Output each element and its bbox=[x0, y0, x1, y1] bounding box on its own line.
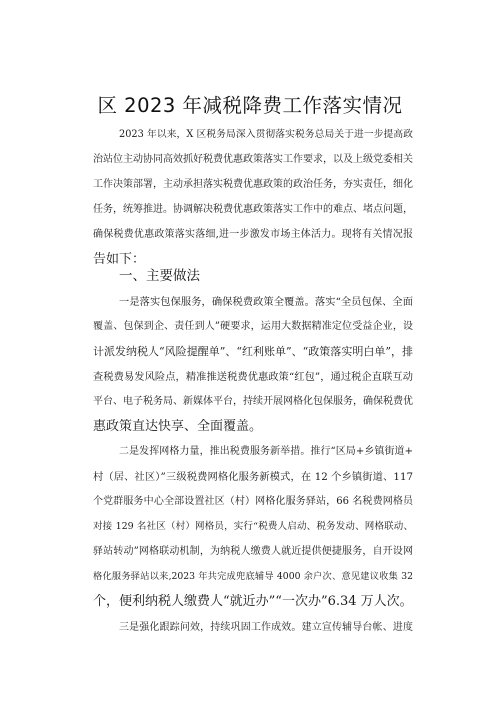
intro-line: 任务，统筹推进。协调解决税费优惠政策落实工作中的难点、堵点问题， bbox=[93, 204, 413, 215]
intro-line: 工作决策部署，主动承担落实税费优惠政策的政治任务，夯实责任，细化 bbox=[93, 179, 413, 190]
paragraph-line: 对接 129 名社区（村）网格员，实行“税费人启动、税务发动、网格联动、 bbox=[93, 521, 413, 532]
paragraph-line: 平台、电子税务局、新媒体平台，持续开展网格化包保服务，确保税费优 bbox=[93, 396, 413, 407]
intro-line: 2023 年以来，X 区税务局深入贯彻落实税务总局关于进一步提高政 bbox=[119, 129, 413, 140]
paragraph-line: 三是强化跟踪问效，持续巩固工作成效。建立宣传辅导台帐、进度 bbox=[119, 622, 413, 633]
paragraph-line: 个，便利纳税人缴费人“就近办”“一次办”6.34 万人次。 bbox=[93, 594, 413, 609]
section-heading: 一、主要做法 bbox=[119, 268, 200, 284]
paragraph-line: 计派发纳税人“风险提醒单”、“红利账单”、“政策落实明白单”，排 bbox=[93, 345, 413, 358]
paragraph-line: 查税费易发风险点，精准推送税费优惠政策“红包”，通过税企直联互动 bbox=[93, 371, 413, 383]
paragraph-line: 一是落实包保服务，确保税费政策全覆盖。落实“全员包保、全面 bbox=[119, 296, 413, 308]
document-title: 区 2023 年减税降费工作落实情况 bbox=[97, 94, 403, 117]
paragraph-line: 村（居、社区）”三级税费网格化服务新模式，在 12 个乡镇街道、117 bbox=[93, 471, 413, 483]
paragraph-line: 覆盖、包保到企、责任到人”硬要求，运用大数据精准定位受益企业，设 bbox=[93, 321, 413, 332]
paragraph-line: 二是发挥网格力量，推出税费服务新举措。推行“区局+乡镇街道+ bbox=[119, 446, 413, 457]
intro-line: 告如下： bbox=[93, 252, 146, 267]
paragraph-line: 个党群服务中心全部设置社区（村）网格化服务驿站，66 名税费网格员 bbox=[93, 496, 413, 507]
intro-line: 治站位主动协同高效抓好税费优惠政策落实工作要求，以及上级党委相关 bbox=[93, 154, 413, 165]
paragraph-line: 格化服务驿站以来,2023 年共完成兜底辅导 4000 余户次、意见建议收集 32 bbox=[93, 571, 413, 582]
intro-line: 确保税费优惠政策落实落细,进一步激发市场主体活力。现将有关情况报 bbox=[93, 229, 413, 240]
paragraph-line: 驿站转动”网格联动机制，为纳税人缴费人就近提供便捷服务，自开设网 bbox=[93, 546, 413, 557]
paragraph-line: 惠政策直达快享、全面覆盖。 bbox=[93, 419, 263, 434]
